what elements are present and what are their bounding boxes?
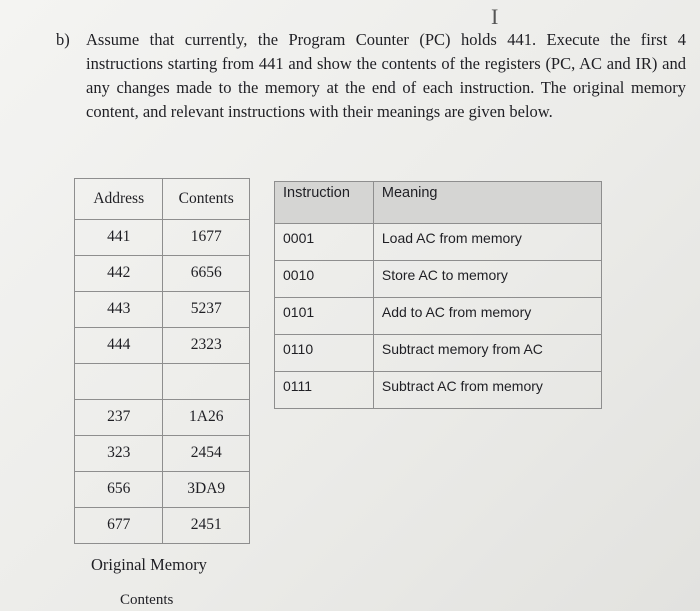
instruction-code-cell: 0010 (275, 261, 374, 298)
memory-address-cell: 323 (75, 436, 163, 472)
table-row (275, 224, 602, 261)
instruction-code-cell: 0111 (275, 372, 374, 409)
memory-address-cell: 441 (75, 220, 163, 256)
table-row (75, 220, 250, 256)
instruction-table-header (275, 182, 602, 224)
instruction-code-cell: 0110 (275, 335, 374, 372)
table-row (75, 472, 250, 508)
memory-address-header: Address (75, 179, 163, 220)
meaning-header: Meaning (373, 182, 601, 224)
memory-caption-secondary: Contents (120, 592, 174, 608)
instruction-meaning-cell: Subtract memory from AC (373, 335, 601, 372)
instruction-meaning-cell: Store AC to memory (373, 261, 601, 298)
memory-contents-cell: 2454 (163, 436, 250, 472)
instruction-meaning-cell: Add to AC from memory (373, 298, 601, 335)
memory-caption: Original Memory (91, 555, 207, 574)
table-row (75, 256, 250, 292)
memory-contents-cell: 1A26 (163, 400, 250, 436)
instruction-code-cell: 0001 (275, 224, 374, 261)
memory-address-cell: 656 (75, 472, 163, 508)
table-row (75, 508, 250, 544)
table-row (75, 436, 250, 472)
memory-contents-cell: 1677 (163, 220, 250, 256)
text-cursor-icon: I (491, 4, 499, 29)
table-row (275, 298, 602, 335)
memory-contents-cell: 6656 (163, 256, 250, 292)
memory-table-header (75, 179, 250, 220)
instruction-table (274, 181, 602, 409)
table-row (75, 292, 250, 328)
table-row (275, 335, 602, 372)
table-row (75, 400, 250, 436)
memory-address-cell: 237 (75, 400, 163, 436)
instruction-meaning-cell: Subtract AC from memory (373, 372, 601, 409)
memory-address-cell: 443 (75, 292, 163, 328)
memory-address-cell (75, 364, 163, 400)
instruction-meaning-cell: Load AC from memory (373, 224, 601, 261)
instruction-header: Instruction (275, 182, 374, 224)
question-block (56, 28, 686, 124)
memory-contents-cell: 3DA9 (163, 472, 250, 508)
memory-contents-cell: 2451 (163, 508, 250, 544)
table-row (275, 261, 602, 298)
question-label: b) (56, 30, 70, 49)
memory-table (74, 178, 250, 544)
question-text: Assume that currently, the Program Counter (PC) holds 441. Execute the first 4 instructions starting from 441 and show the contents of the registers (PC, AC and IR) and any changes made to the memory at the end of each instruction. The original memory content, and relevant instructions with their meanings are given below. (86, 30, 686, 121)
memory-contents-header: Contents (163, 179, 250, 220)
memory-address-cell: 444 (75, 328, 163, 364)
instruction-code-cell: 0101 (275, 298, 374, 335)
memory-contents-cell (163, 364, 250, 400)
memory-address-cell: 677 (75, 508, 163, 544)
table-row (75, 328, 250, 364)
table-row (75, 364, 250, 400)
table-row (275, 372, 602, 409)
memory-contents-cell: 5237 (163, 292, 250, 328)
memory-address-cell: 442 (75, 256, 163, 292)
memory-contents-cell: 2323 (163, 328, 250, 364)
